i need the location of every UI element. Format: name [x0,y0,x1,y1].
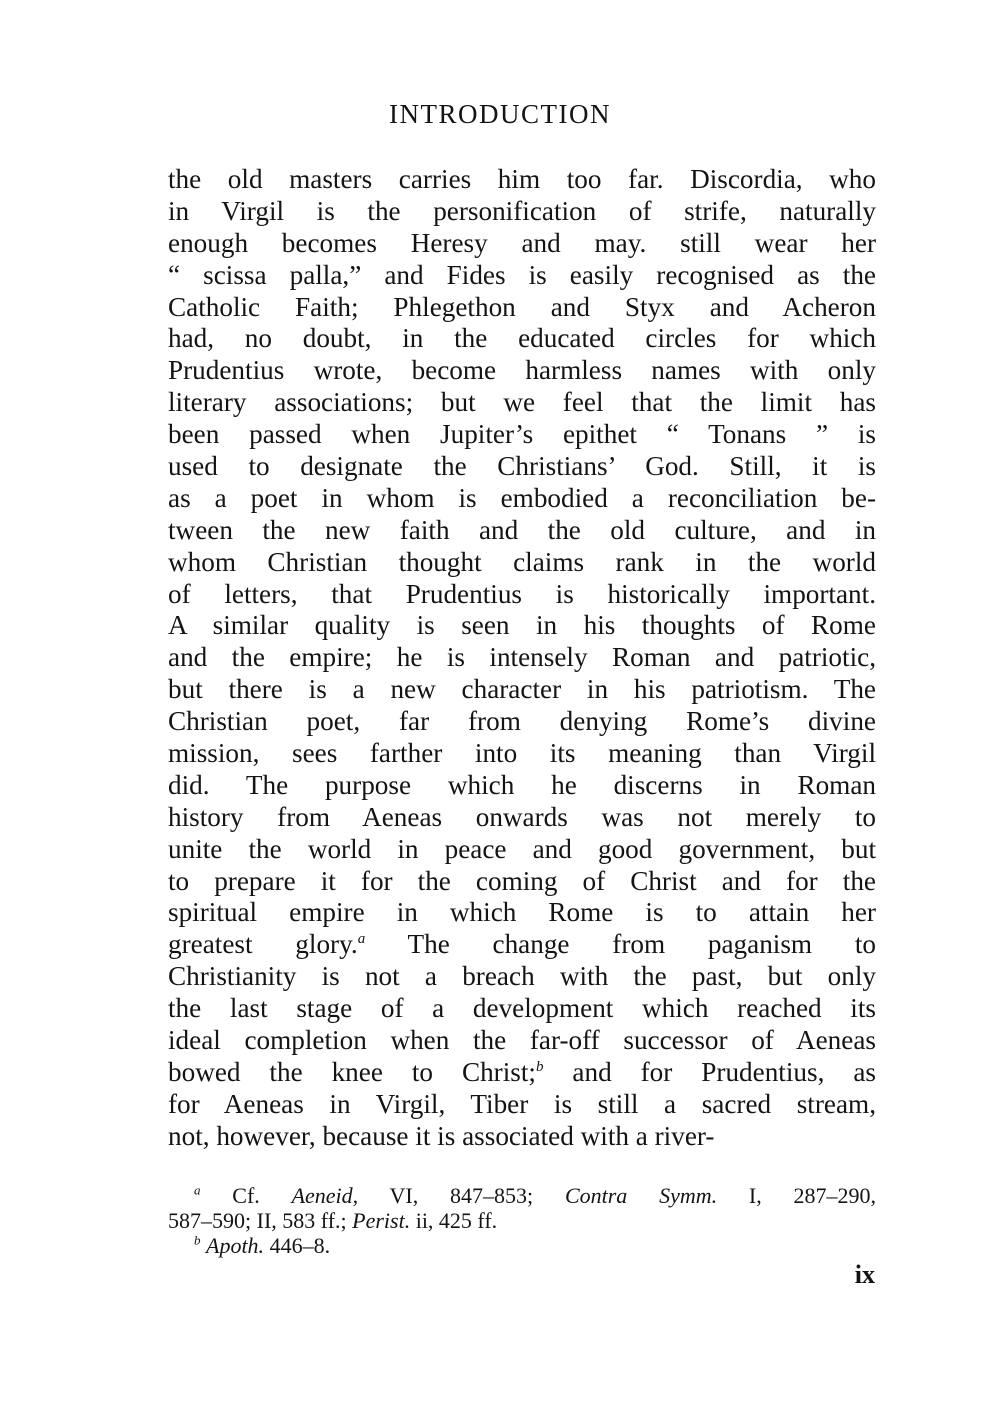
text-line: Christian poet, far from denying Rome’s divine [168,706,876,737]
text-fragment: greatest glory. [168,929,358,960]
text-fragment: and for Prudentius, as [543,1056,876,1087]
text-line: the old masters carries him too far. Discordia, who [168,164,876,194]
footnote-text: ii, 425 ff. [410,1208,498,1233]
footnote-ref-a: a [357,931,366,948]
footnote-text: 587–590; II, 583 ff.; [168,1208,353,1233]
text-line: for Aeneas in Virgil, Tiber is still a sacred stream, [168,1088,876,1119]
text-fragment: The change from paganism to [365,929,876,960]
text-line: history from Aeneas onwards was not merely to [168,801,876,832]
text-fragment: bowed the knee to Christ; [168,1056,536,1087]
text-line: spiritual empire in which Rome is to attain her [168,897,876,928]
footnote-a [168,1183,876,1208]
footnote-work-title: Apoth. [206,1233,265,1258]
text-line: A similar quality is seen in his thoughts of Rome [168,610,876,641]
text-line: and the empire; he is intensely Roman and patriotic, [168,642,876,673]
text-line: literary associations; but we feel that the limit has [168,387,876,418]
footnote-work-title: Contra Symm. [564,1183,718,1208]
text-line: ideal completion when the far-off successor of Aeneas [168,1025,876,1056]
text-line: unite the world in peace and good government, but [168,833,876,864]
footnote-ref-b: b [535,1058,544,1075]
text-line [168,1057,876,1089]
text-line: had, no doubt, in the educated circles for which [168,323,876,354]
body-text [168,164,876,1153]
footnote-text: Cf. [200,1183,292,1208]
footnote-work-title: Perist. [352,1208,411,1233]
footnote-mark-a: a [194,1182,201,1198]
footnote-text: I, 287–290, [717,1183,876,1208]
text-line: tween the new faith and the old culture, and in [168,514,876,545]
text-line: the last stage of a development which reached its [168,993,876,1024]
text-line: not, however, because it is associated with a river- [168,1120,715,1151]
text-line: enough becomes Heresy and may. still wear her [168,227,876,258]
text-line: in Virgil is the personification of strife, naturally [168,195,876,226]
footnote-a-continued [168,1208,876,1233]
text-line: mission, sees farther into its meaning than Virgil [168,738,876,769]
text-line [168,929,876,961]
text-line: Catholic Faith; Phlegethon and Styx and Acheron [168,291,876,322]
text-line: been passed when Jupiter’s epithet “ Tonans ” is [168,419,876,450]
running-head-title: INTRODUCTION [389,99,611,129]
footnotes [168,1183,876,1258]
text-line: Prudentius wrote, become harmless names with only [168,355,876,386]
text-line: “ scissa palla,” and Fides is easily recognised as the [168,259,876,290]
text-line: but there is a new character in his patriotism. The [168,674,876,705]
footnote-work-title: Aeneid, [291,1183,359,1208]
footnote-mark-b: b [194,1232,201,1248]
text-line: used to designate the Christians’ God. Still, it is [168,451,876,482]
text-line: as a poet in whom is embodied a reconciliation be- [168,482,876,513]
text-line: Christianity is not a breach with the past, but only [168,961,876,992]
footnote-text: VI, 847–853; [358,1183,565,1208]
text-line: whom Christian thought claims rank in the world [168,546,876,577]
text-line: did. The purpose which he discerns in Roman [168,769,876,800]
text-line: to prepare it for the coming of Christ and for the [168,865,876,896]
text-line: of letters, that Prudentius is historically important. [168,578,876,609]
footnote-b [168,1233,876,1258]
page-number: ix [854,1260,875,1289]
footnote-text: 446–8. [264,1233,331,1258]
